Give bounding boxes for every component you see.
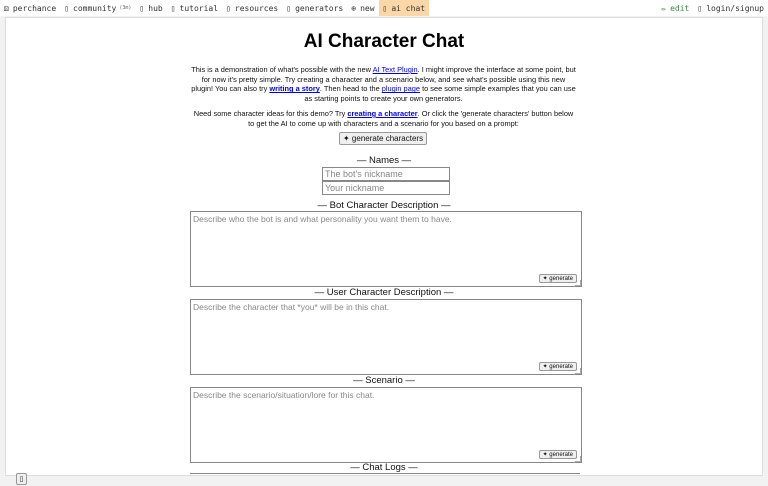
text: . Then head to the <box>319 84 382 94</box>
pencil-icon: ✏ <box>661 3 667 13</box>
chat-logs-area <box>190 473 580 474</box>
text: . Or click the 'generate characters' button below to get the AI to come up with characters and a scenario for you based on a prompt: <box>248 109 574 128</box>
nav-new[interactable] <box>347 0 378 16</box>
user-description-label: — User Character Description — <box>314 287 454 298</box>
nav-label: generators <box>295 3 344 13</box>
generators-icon: ▯ <box>286 3 292 13</box>
generate-bot-description-button[interactable]: ✦ generate <box>539 274 577 283</box>
corner-menu-button[interactable]: ▯ <box>16 473 27 485</box>
main-card <box>5 17 763 483</box>
new-icon: ⊕ <box>351 3 357 13</box>
resize-handle[interactable] <box>575 280 581 286</box>
text: . I might improve the interface at some point, but for now it's pretty simple. Try creating a character and a scenario below, and see what's possible using this new plugin! You can also try <box>191 65 576 94</box>
placeholder: Describe the scenario/situation/lore for this chat. <box>193 390 375 400</box>
intro-paragraph <box>191 65 576 104</box>
nav-tutorial[interactable] <box>167 0 222 16</box>
nav-label: login/signup <box>706 3 764 13</box>
nav-label: perchance <box>12 3 57 13</box>
nav-resources[interactable] <box>222 0 282 16</box>
bot-nickname-input[interactable]: The bot's nickname <box>322 167 450 181</box>
names-label: — Names — <box>356 155 412 166</box>
generate-scenario-button[interactable]: ✦ generate <box>539 450 577 459</box>
generate-user-description-button[interactable]: ✦ generate <box>539 362 577 371</box>
nav-label: hub <box>148 3 163 13</box>
text: This is a demonstration of what's possible with the new <box>191 65 373 74</box>
scenario-textarea[interactable] <box>190 387 582 463</box>
nav-label: resources <box>234 3 279 13</box>
tutorial-icon: ▯ <box>170 3 176 13</box>
nav-label: edit <box>670 3 690 13</box>
nav-label: new <box>360 3 375 13</box>
ai-text-plugin-link[interactable]: AI Text Plugin <box>372 65 418 74</box>
dice-icon: ⚄ <box>4 3 9 13</box>
placeholder: Describe who the bot is and what personality you want them to have. <box>193 214 452 224</box>
page-title: AI Character Chat <box>303 31 465 52</box>
bot-description-textarea[interactable] <box>190 211 582 287</box>
chat-logs-label: — Chat Logs — <box>350 462 418 473</box>
generate-characters-button[interactable]: ✦ generate characters <box>339 132 427 145</box>
your-nickname-input[interactable]: Your nickname <box>322 181 450 195</box>
placeholder: Describe the character that *you* will be in this chat. <box>193 302 390 312</box>
hub-icon: ▯ <box>139 3 145 13</box>
nav-label: community <box>73 3 117 13</box>
writing-a-story-link[interactable]: writing a story <box>269 84 320 94</box>
nav-login[interactable] <box>693 0 768 16</box>
nav-label: ai chat <box>391 3 426 13</box>
community-badge: (3m) <box>119 5 132 11</box>
nav-generators[interactable] <box>282 0 347 16</box>
nav-edit[interactable] <box>657 0 693 16</box>
creating-a-character-link[interactable]: creating a character <box>347 109 418 118</box>
bot-description-label: — Bot Character Description — <box>317 200 451 211</box>
scenario-label: — Scenario — <box>353 375 415 386</box>
text: Need some character ideas for this demo? Try <box>193 109 348 118</box>
user-description-textarea[interactable] <box>190 299 582 375</box>
nav-hub[interactable] <box>135 0 166 16</box>
ideas-paragraph <box>191 109 576 128</box>
plugin-page-link[interactable]: plugin page <box>381 84 421 94</box>
nav-community[interactable] <box>60 0 135 16</box>
nav-ai-chat[interactable] <box>379 0 430 16</box>
user-icon: ▯ <box>697 3 703 13</box>
resources-icon: ▯ <box>226 3 231 13</box>
community-icon: ▯ <box>64 3 70 13</box>
top-nav <box>0 0 768 16</box>
resize-handle[interactable] <box>575 368 581 374</box>
ai-chat-icon: ▯ <box>382 3 388 13</box>
nav-perchance[interactable] <box>0 0 60 16</box>
text: to see some simple examples that you can use as starting points to create your own generators. <box>304 84 576 104</box>
nav-label: tutorial <box>179 3 219 13</box>
